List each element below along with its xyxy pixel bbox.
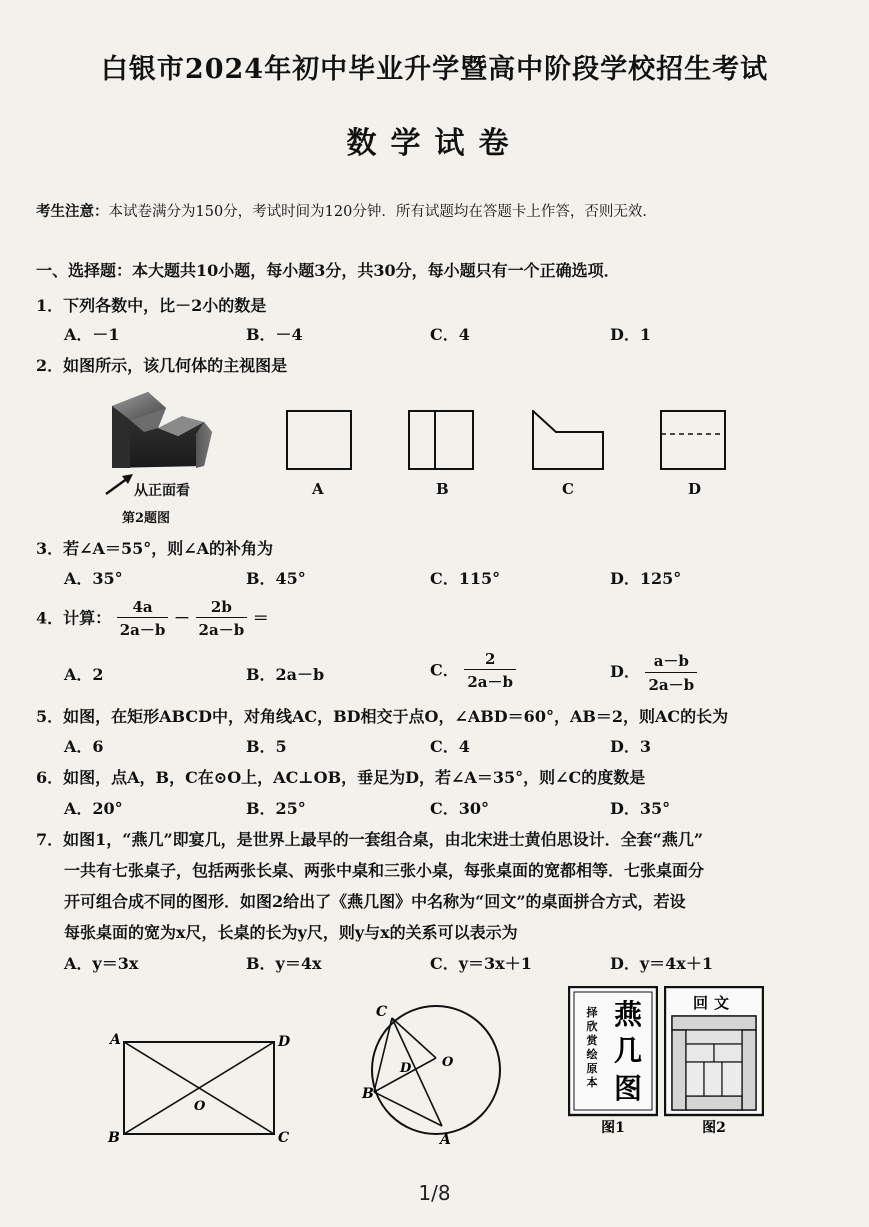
q5-option-c: C．4 — [430, 737, 470, 756]
q2-stem: 2．如图所示，该几何体的主视图是 — [36, 356, 288, 375]
q4-option-c-numerator: 2 — [464, 650, 516, 670]
q2-option-c-label: C — [562, 480, 574, 498]
circle-label-c: C — [376, 1004, 388, 1020]
q4-option-b: B．2a－b — [246, 665, 325, 684]
arrow-icon — [106, 474, 133, 494]
book-big-char-1: 燕 — [613, 998, 643, 1031]
q4-minus: － — [173, 608, 190, 628]
exam-title: 白银市2024年初中毕业升学暨高中阶段学校招生考试 — [100, 54, 769, 85]
yanji-book-cover-figure — [568, 986, 658, 1136]
rectangle-abcd-figure — [98, 1028, 298, 1150]
book-side-char-2: 欣 — [586, 1020, 598, 1033]
q3-stem: 3．若∠A＝55°，则∠A的补角为 — [36, 539, 274, 558]
q5-option-b: B．5 — [246, 737, 287, 756]
circle-label-d: D — [400, 1061, 412, 1076]
q5-option-a: A．6 — [64, 737, 104, 756]
q4-fraction-2 — [196, 598, 248, 640]
figure-2-caption: 图2 — [702, 1120, 726, 1136]
q2-option-a-label: A — [312, 480, 324, 498]
q6-option-d: D．35° — [610, 799, 671, 818]
q2-option-d-label: D — [688, 480, 702, 498]
page-number: 1/8 — [418, 1181, 451, 1205]
huiwen-arrangement-figure — [664, 986, 764, 1136]
rect-label-b: B — [108, 1130, 120, 1146]
q1-option-a: A．－1 — [64, 325, 120, 344]
q1-option-d: D．1 — [610, 325, 652, 344]
q4-stem — [36, 598, 269, 640]
circle-label-b: B — [362, 1086, 374, 1102]
q4-fraction-2-numerator: 2b — [196, 598, 248, 618]
section-heading: 一、选择题：本大题共10小题，每小题3分，共30分，每小题只有一个正确选项． — [36, 261, 620, 280]
q3-option-c: C．115° — [430, 569, 501, 588]
q3-option-a: A．35° — [64, 569, 123, 588]
circle-label-a: A — [440, 1132, 451, 1148]
q1-option-b: B．－4 — [246, 325, 303, 344]
q2-option-d-view — [660, 410, 726, 470]
rect-label-o: O — [194, 1099, 206, 1114]
q4-option-d — [610, 650, 697, 695]
q1-option-c: C．4 — [430, 325, 470, 344]
rect-label-c: C — [278, 1130, 290, 1146]
q2-option-c-view — [532, 410, 604, 470]
q2-solid-figure — [100, 388, 225, 500]
q7-option-b: B．y＝4x — [246, 954, 322, 973]
rect-label-a: A — [110, 1032, 121, 1048]
q6-option-a: A．20° — [64, 799, 123, 818]
book-side-char-5: 原 — [586, 1062, 598, 1075]
q7-line-3: 开可组合成不同的图形．如图2给出了《燕几图》中名称为“回文”的桌面拼合方式，若设 — [64, 892, 686, 911]
q4-option-d-denominator: 2a－b — [648, 676, 695, 694]
q7-option-d: D．y＝4x＋1 — [610, 954, 713, 973]
q6-stem: 6．如图，点A，B，C在⊙O上，AC⊥OB，垂足为D，若∠A＝35°，则∠C的度数是 — [36, 768, 646, 787]
book-side-char-4: 绘 — [586, 1048, 598, 1061]
q7-line-4: 每张桌面的宽为x尺，长桌的长为y尺，则y与x的关系可以表示为 — [64, 923, 518, 942]
exam-subtitle: 数学试卷 — [346, 126, 523, 161]
q4-fraction-2-denominator: 2a－b — [198, 621, 245, 639]
circle-label-o: O — [442, 1055, 454, 1070]
q2-option-b-label: B — [436, 480, 449, 498]
q4-fraction-1 — [117, 598, 169, 640]
q1-stem: 1．下列各数中，比－2小的数是 — [36, 296, 267, 315]
q4-stem-text: 4．计算： — [36, 608, 112, 628]
q3-option-b: B．45° — [246, 569, 306, 588]
q4-option-d-numerator: a－b — [645, 650, 697, 673]
circle-o-figure — [358, 998, 508, 1150]
q7-line-1: 7．如图1，“燕几”即宴几，是世界上最早的一套组合桌，由北宋进士黄伯思设计．全套“燕几” — [36, 830, 704, 849]
q4-fraction-1-denominator: 2a－b — [119, 621, 166, 639]
q5-stem: 5．如图，在矩形ABCD中，对角线AC，BD相交于点O，∠ABD＝60°，AB＝2，则AC的长为 — [36, 707, 729, 726]
q4-option-a: A．2 — [64, 665, 104, 684]
book-side-char-1: 择 — [586, 1006, 598, 1019]
book-big-char-3: 图 — [613, 1072, 643, 1105]
notice-text: 本试卷满分为150分，考试时间为120分钟．所有试题均在答题卡上作答，否则无效． — [108, 204, 657, 220]
q2-option-a-view — [286, 410, 352, 470]
q6-option-c: C．30° — [430, 799, 490, 818]
q4-fraction-1-numerator: 4a — [117, 598, 169, 618]
book-side-char-6: 本 — [586, 1076, 598, 1089]
q7-option-a: A．y＝3x — [64, 954, 139, 973]
book-big-char-2: 几 — [613, 1034, 643, 1067]
q2-view-hint: 从正面看 — [134, 483, 190, 499]
q4-option-c-fraction — [464, 650, 516, 692]
q2-figure-caption: 第2题图 — [122, 511, 171, 526]
q4-option-c-denominator: 2a－b — [467, 673, 513, 691]
q6-option-b: B．25° — [246, 799, 306, 818]
notice-label: 考生注意： — [36, 203, 109, 220]
q4-option-d-fraction — [645, 650, 697, 695]
q7-option-c: C．y＝3x＋1 — [430, 954, 532, 973]
q4-option-c-prefix: C． — [430, 660, 459, 680]
q4-option-c — [430, 650, 516, 692]
q5-option-d: D．3 — [610, 737, 652, 756]
candidate-notice — [36, 200, 657, 221]
book-side-char-3: 赏 — [586, 1034, 598, 1047]
q4-option-d-prefix: D． — [610, 662, 640, 681]
figure-2-title: 回文 — [692, 994, 736, 1012]
q7-line-2: 一共有七张桌子，包括两张长桌、两张中桌和三张小桌，每张桌面的宽都相等．七张桌面分 — [64, 861, 705, 880]
rect-label-d: D — [278, 1034, 291, 1050]
q3-option-d: D．125° — [610, 569, 682, 588]
q4-equals: ＝ — [252, 608, 269, 628]
figure-1-caption: 图1 — [601, 1120, 625, 1136]
q2-option-b-view — [408, 410, 474, 470]
